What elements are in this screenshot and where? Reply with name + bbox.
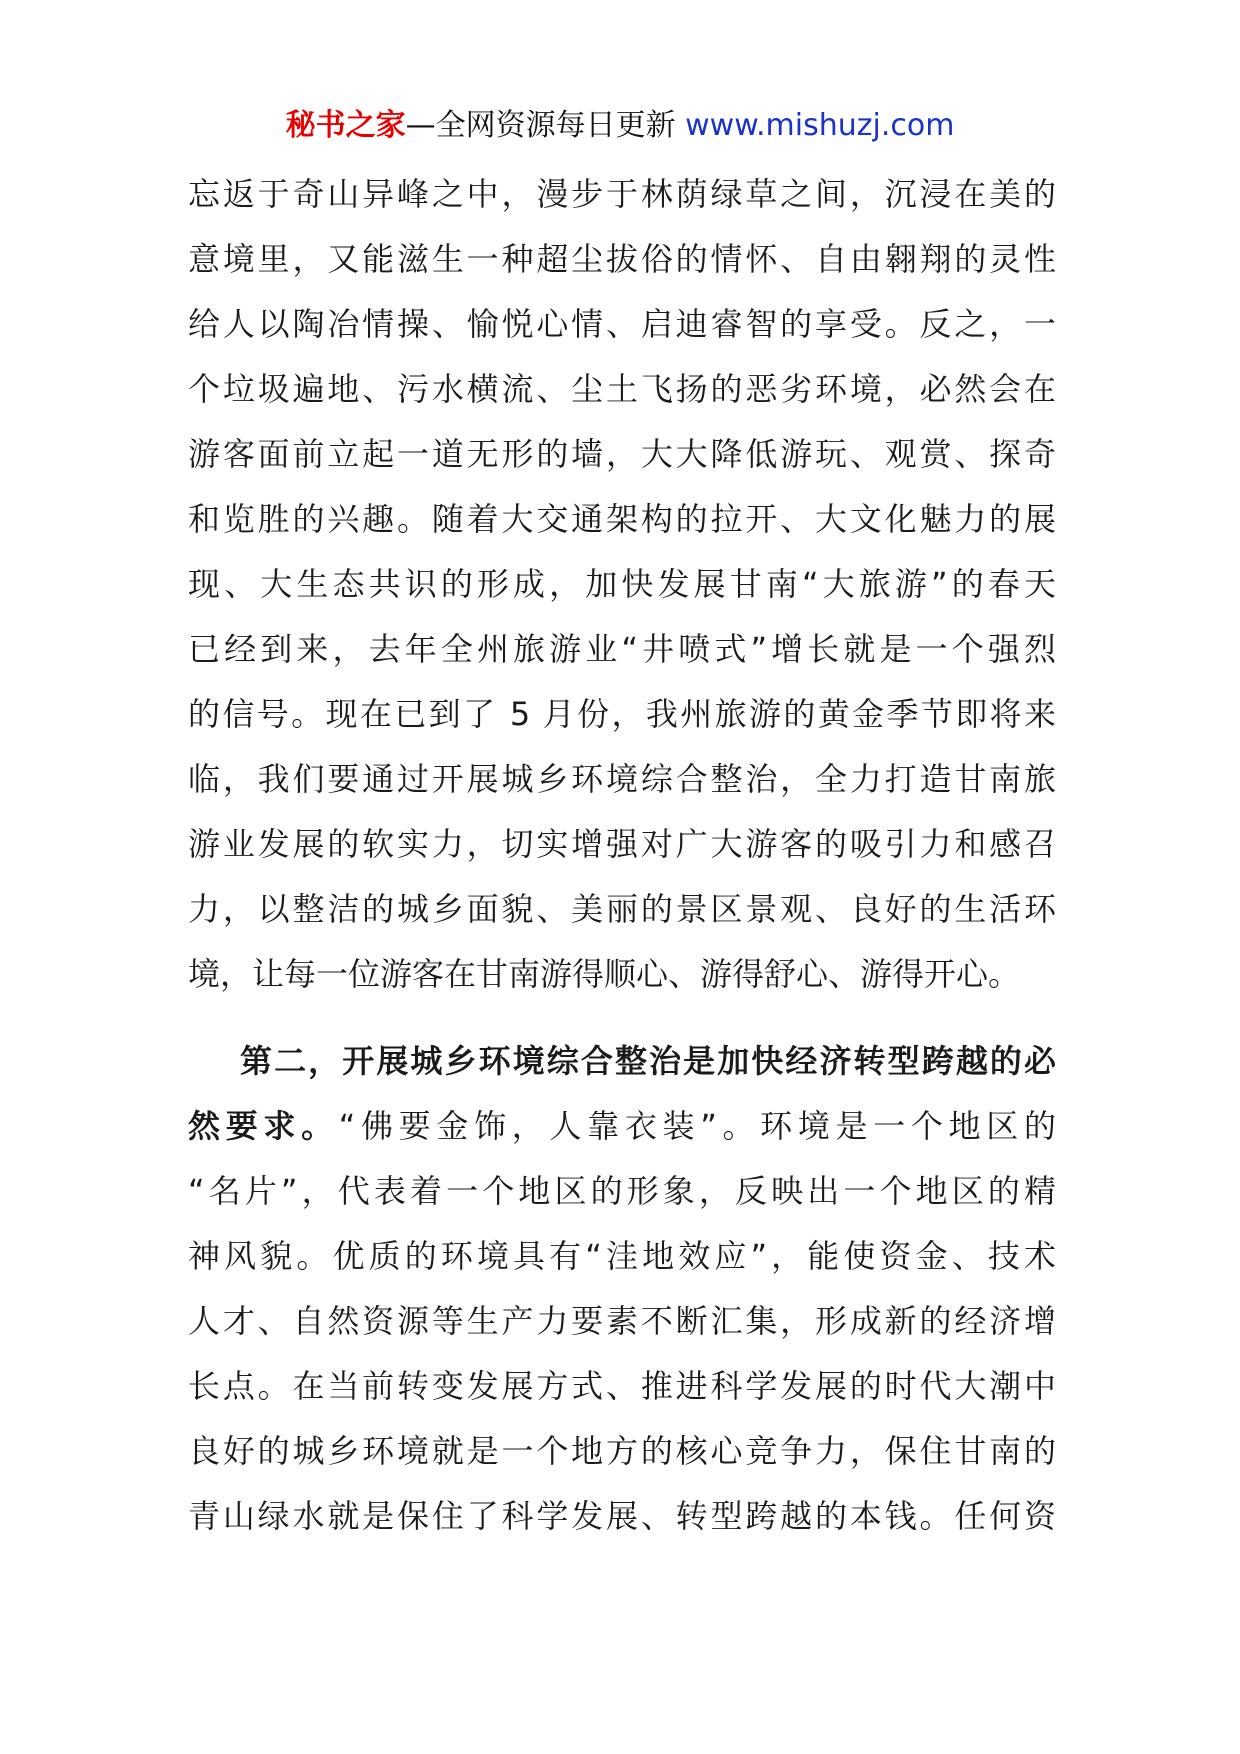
quote-text: “佛要金饰，人靠衣装”。环境是一个地区的 [338,1107,1056,1145]
paragraph-line: 给人以陶冶情操、愉悦心情、启迪睿智的享受。反之，一 [188,305,1056,343]
document-body [188,162,1056,1549]
paragraph-line: 现、大生态共识的形成，加快发展甘南“大旅游”的春天 [188,565,1056,603]
paragraph-line: 游业发展的软实力，切实增强对广大游客的吸引力和感召 [188,825,1056,863]
paragraph-line: 良好的城乡环境就是一个地方的核心竞争力，保住甘南的 [188,1432,1056,1470]
paragraph-2 [188,1029,1056,1549]
page-header [0,104,1240,148]
paragraph-line: 的信号。现在已到了 5 月份，我州旅游的黄金季节即将来 [188,695,1056,733]
paragraph-line: 青山绿水就是保住了科学发展、转型跨越的本钱。任何资 [188,1497,1056,1535]
paragraph-line: 力，以整洁的城乡面貌、美丽的景区景观、良好的生活环 [188,890,1056,928]
paragraph-spacer [188,1007,1056,1029]
paragraph-line: 和览胜的兴趣。随着大交通架构的拉开、大文化魅力的展 [188,500,1056,538]
section-heading-line: 第二，开展城乡环境综合整治是加快经济转型跨越的必 [240,1042,1056,1080]
header-slogan: —全网资源每日更新 [405,108,676,143]
header-url-link[interactable]: www.mishuzj.com [685,108,955,143]
section-heading-end: 然要求。 [188,1107,339,1145]
paragraph-line: 意境里，又能滋生一种超尘拔俗的情怀、自由翱翔的灵性 [188,240,1056,278]
paragraph-line: “名片”，代表着一个地区的形象，反映出一个地区的精 [188,1172,1056,1210]
paragraph-line: 长点。在当前转变发展方式、推进科学发展的时代大潮中 [188,1367,1056,1405]
paragraph-1 [188,162,1056,1007]
paragraph-line: 境，让每一位游客在甘南游得顺心、游得舒心、游得开心。 [188,955,1021,993]
paragraph-line: 已经到来，去年全州旅游业“井喷式”增长就是一个强烈 [188,630,1056,668]
paragraph-line: 忘返于奇山异峰之中，漫步于林荫绿草之间，沉浸在美的 [188,175,1056,213]
paragraph-line: 临，我们要通过开展城乡环境综合整治，全力打造甘南旅 [188,760,1056,798]
paragraph-line: 人才、自然资源等生产力要素不断汇集，形成新的经济增 [188,1302,1056,1340]
paragraph-line: 游客面前立起一道无形的墙，大大降低游玩、观赏、探奇 [188,435,1056,473]
paragraph-line: 神风貌。优质的环境具有“洼地效应”，能使资金、技术 [188,1237,1056,1275]
paragraph-line: 个垃圾遍地、污水横流、尘土飞扬的恶劣环境，必然会在 [188,370,1056,408]
paragraph-line-mixed [188,1094,1056,1159]
header-brand: 秘书之家 [285,108,406,143]
